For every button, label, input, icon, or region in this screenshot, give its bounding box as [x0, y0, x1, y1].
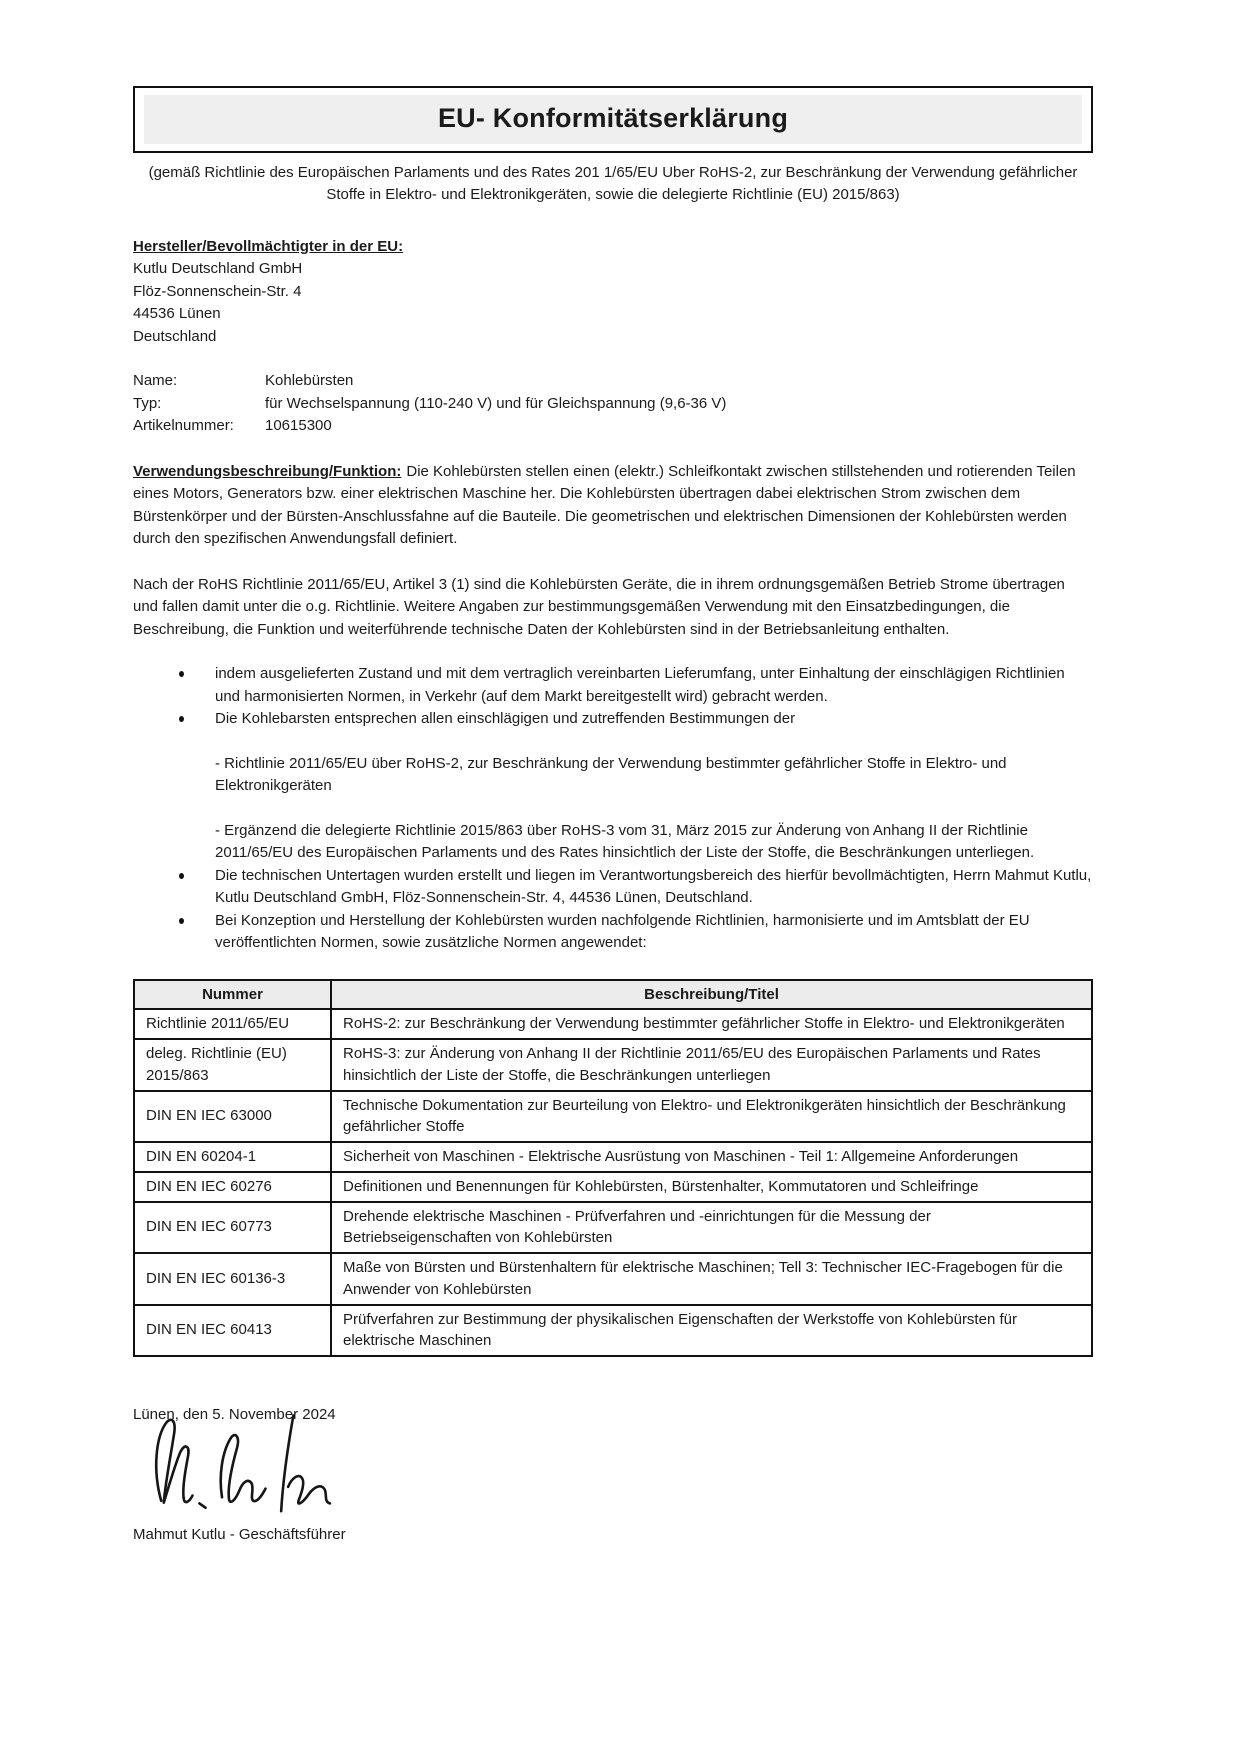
standard-description: Sicherheit von Maschinen - Elektrische Ausrüstung von Maschinen - Teil 1: Allgemeine Anforderungen: [331, 1142, 1092, 1172]
column-header-description: Beschreibung/Titel: [331, 980, 1092, 1010]
title-bar: [144, 95, 1082, 144]
bullet-text: Die Kohlebarsten entsprechen allen einschlägigen und zutreffenden Bestimmungen der: [215, 710, 796, 727]
standard-number: deleg. Richtlinie (EU) 2015/863: [134, 1039, 331, 1091]
product-article-value: 10615300: [265, 417, 332, 434]
title-subtext: (gemäß Richtlinie des Europäischen Parlaments und des Rates 201 1/65/EU Uber RoHS-2, zur Beschränkung der Verwendung gefährlicher Stoffe in Elektro- und Elektronikgeräten, sowie die delegierte Richtlinie (EU) 2015/863): [148, 163, 1078, 203]
standard-number: DIN EN IEC 60136-3: [134, 1253, 331, 1305]
standard-number: DIN EN IEC 60413: [134, 1305, 331, 1357]
manufacturer-name: Kutlu Deutschland GmbH: [133, 260, 303, 277]
standard-description: Maße von Bürsten und Bürstenhaltern für elektrische Maschinen; Tell 3: Technischer IEC-Fragebogen für die Anwender von Kohlebürsten: [331, 1253, 1092, 1305]
manufacturer-city: 44536 Lünen: [133, 305, 221, 322]
table-header-row: [134, 980, 1092, 1010]
standard-number: DIN EN 60204-1: [134, 1142, 331, 1172]
signature-block: [133, 1404, 1093, 1546]
page-title: EU- Konformitätserklärung: [437, 103, 789, 133]
manufacturer-country: Deutschland: [133, 327, 217, 345]
column-header-number: Nummer: [134, 980, 331, 1010]
table-row: [134, 1253, 1092, 1305]
bullet-sub-item: - Richtlinie 2011/65/EU über RoHS-2, zur Beschränkung der Verwendung bestimmter gefährlicher Stoffe in Elektro- und Elektronikgeräten: [215, 754, 1007, 794]
standard-number: Richtlinie 2011/65/EU: [134, 1009, 331, 1039]
product-article-row: [133, 415, 1093, 438]
product-type-label: Typ:: [133, 394, 162, 412]
table-row: [134, 1009, 1092, 1039]
place-and-date: Lünen, den 5. November 2024: [133, 1406, 336, 1423]
signatory-name-title: Mahmut Kutlu - Geschäftsführer: [133, 1525, 346, 1543]
table-row: [134, 1091, 1092, 1143]
list-item: [133, 910, 1093, 955]
bullet-sub-item: - Ergänzend die delegierte Richtlinie 2015/863 über RoHS-3 vom 31, März 2015 zur Änderung von Anhang II der Richtlinie 2011/65/EU des Europäischen Parlaments und des Rates hinsichtlich der Liste der Stoffe, die Beschränkungen unterliegen.: [215, 821, 1035, 861]
usage-label: Verwendungsbeschreibung/Funktion:: [133, 462, 402, 480]
list-item: [133, 663, 1093, 708]
product-type-row: [133, 393, 1093, 416]
bullet-text: indem ausgelieferten Zustand und mit dem vertraglich vereinbarten Lieferumfang, unter Einhaltung der einschlägigen Richtlinien und harmonisierten Normen, in Verkehr (auf dem Markt bereitgestellt wird) gebracht werden.: [215, 665, 1065, 705]
standard-description: Prüfverfahren zur Bestimmung der physikalischen Eigenschaften der Werkstoffe von Kohlebürsten für elektrische Maschinen: [331, 1305, 1092, 1357]
usage-paragraph: [133, 461, 1093, 551]
standard-number: DIN EN IEC 60276: [134, 1172, 331, 1202]
list-item: [133, 865, 1093, 910]
rohs-paragraph: Nach der RoHS Richtlinie 2011/65/EU, Artikel 3 (1) sind die Kohlebürsten Geräte, die in ihrem ordnungsgemäßen Betrieb Strome übertragen und fallen damit unter die o.g. Richtlinie. Weitere Angaben zur bestimmungsgemäßen Verwendung mit den Einsatzbedingungen, die Beschreibung, die Funktion und weiterführende technische Daten der Kohlebürsten sind in der Betriebsanleitung enthalten.: [133, 575, 1065, 638]
declaration-bullet-list: [133, 663, 1093, 955]
table-row: [134, 1202, 1092, 1254]
list-item: [133, 708, 1093, 865]
product-article-label: Artikelnummer:: [133, 417, 234, 434]
bullet-text: Bei Konzeption und Herstellung der Kohlebürsten wurden nachfolgende Richtlinien, harmonisierte und im Amtsblatt der EU veröffentlichten Normen, sowie zusätzliche Normen angewendet:: [215, 911, 1030, 951]
standard-description: Drehende elektrische Maschinen - Prüfverfahren und -einrichtungen für die Messung der Betriebseigenschaften von Kohlebürsten: [331, 1202, 1092, 1254]
handwritten-signature-icon: [149, 1412, 349, 1520]
product-name-value: Kohlebürsten: [265, 372, 354, 389]
product-name-row: [133, 370, 1093, 393]
table-row: [134, 1039, 1092, 1091]
standards-table: [133, 979, 1093, 1358]
standard-description: RoHS-2: zur Beschränkung der Verwendung bestimmter gefährlicher Stoffe in Elektro- und Elektronikgeräten: [331, 1009, 1092, 1039]
table-row: [134, 1172, 1092, 1202]
product-name-label: Name:: [133, 372, 178, 389]
manufacturer-heading: Hersteller/Bevollmächtigter in der EU:: [133, 237, 404, 255]
standard-description: RoHS-3: zur Änderung von Anhang II der Richtlinie 2011/65/EU des Europäischen Parlaments und Rates hinsichtlich der Liste der Stoffe, die Beschränkungen unterliegen: [331, 1039, 1092, 1091]
standard-description: Technische Dokumentation zur Beurteilung von Elektro- und Elektronikgeräten hinsichtlich der Beschränkung gefährlicher Stoffe: [331, 1091, 1092, 1143]
bullet-text: Die technischen Untertagen wurden erstellt und liegen im Verantwortungsbereich des hierfür bevollmächtigten, Herrn Mahmut Kutlu, Kutlu Deutschland GmbH, Flöz-Sonnenschein-Str. 4, 44536 Lünen, Deutschland.: [215, 866, 1092, 906]
manufacturer-street: Flöz-Sonnenschein-Str. 4: [133, 282, 302, 300]
product-info: [133, 370, 1093, 438]
usage-text: Die Kohlebürsten stellen einen (elektr.) Schleifkontakt zwischen stillstehenden und rotierenden Teilen eines Motors, Generators bzw. einer elektrischen Maschine her. Die Kohlebürsten übertragen dabei elektrischen Strom zwischen dem Bürstenkörper und der Bürsten-Anschlussfahne auf die Bauteile. Die geometrischen und elektrischen Dimensionen der Kohlebürsten werden durch den spezifischen Anwendungsfall definiert.: [133, 462, 1076, 547]
table-row: [134, 1305, 1092, 1357]
standard-number: DIN EN IEC 60773: [134, 1202, 331, 1254]
standard-description: Definitionen und Benennungen für Kohlebürsten, Bürstenhalter, Kommutatoren und Schleifringe: [331, 1172, 1092, 1202]
table-row: [134, 1142, 1092, 1172]
title-box: [133, 86, 1093, 153]
product-type-value: für Wechselspannung (110-240 V) und für Gleichspannung (9,6-36 V): [265, 394, 727, 412]
standard-number: DIN EN IEC 63000: [134, 1091, 331, 1143]
